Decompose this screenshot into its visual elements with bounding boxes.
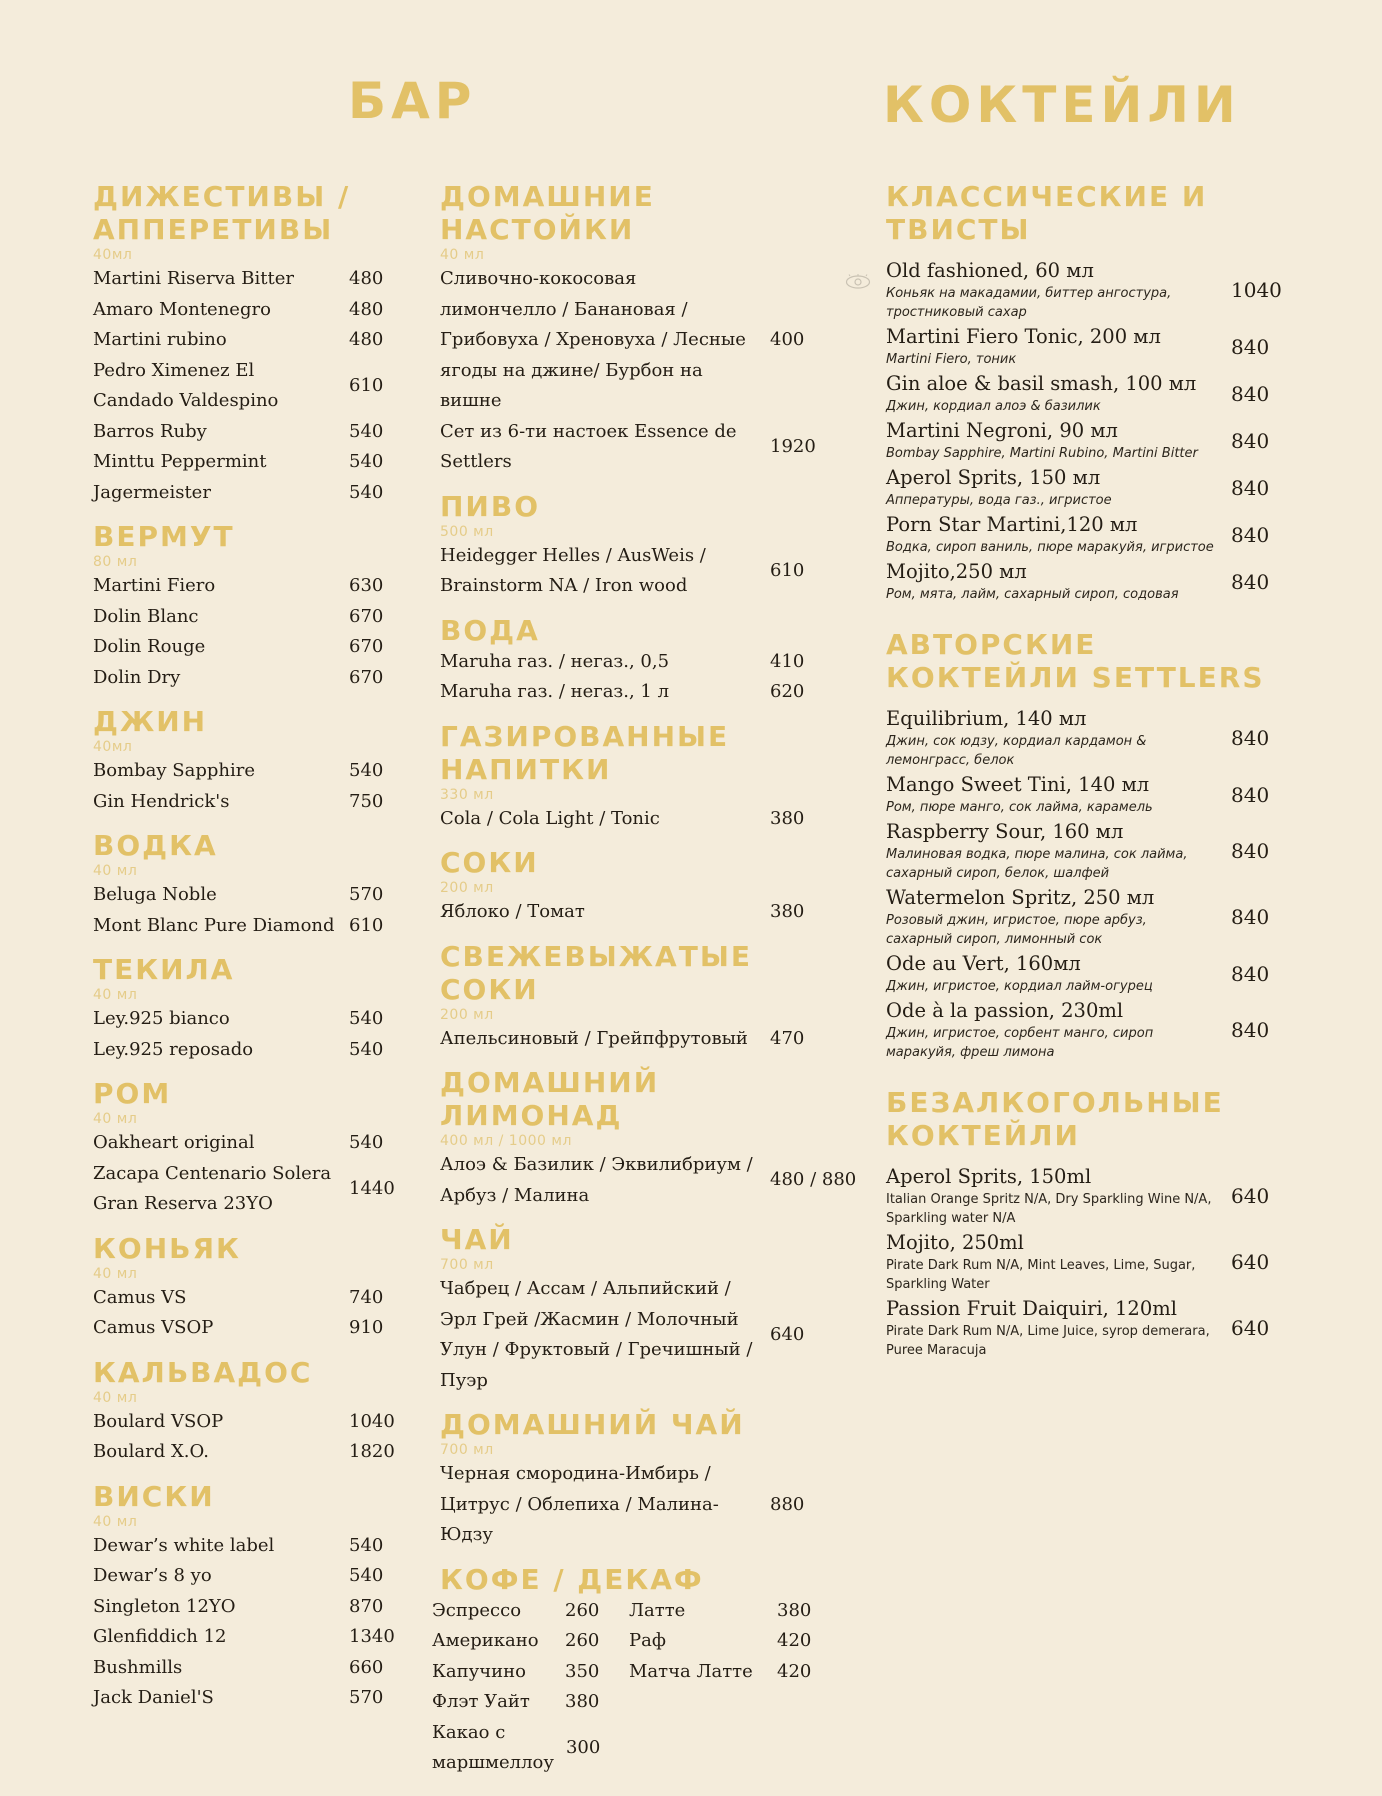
- menu-item: [440, 804, 830, 835]
- item-name: Barros Ruby: [93, 420, 207, 442]
- section-title: ЧАЙ: [440, 1223, 514, 1256]
- item-price: 540: [349, 1534, 384, 1556]
- section-title: СОКИ: [440, 846, 539, 879]
- cocktail-description: Pirate Dark Rum N/A, Mint Leaves, Lime, Sugar, Sparkling Water: [886, 1258, 1196, 1292]
- item-name: Матча Латте: [629, 1660, 753, 1682]
- cocktail-price: 640: [1231, 1316, 1270, 1340]
- item-name: Dolin Dry: [93, 666, 181, 688]
- cocktail-description: Джин, кордиал алоэ & базилик: [886, 399, 1101, 414]
- menu-item: [93, 325, 393, 356]
- item-name: Капучино: [432, 1660, 526, 1682]
- section-volume: 40 мл: [440, 247, 485, 263]
- coffee-section: [432, 1562, 830, 1779]
- cocktail-description: Малиновая водка, пюре малина, сок лайма, сахарный сироп, белок, шалфей: [886, 847, 1188, 881]
- section-volume: 40 мл: [93, 987, 138, 1003]
- cocktail-description: Джин, игристое, сорбент манго, сироп маракуйя, фреш лимона: [886, 1026, 1154, 1060]
- item-price: 540: [349, 451, 384, 472]
- menu-item: [93, 1683, 393, 1714]
- section-title: ДОМАШНИЙ ЧАЙ: [440, 1408, 745, 1441]
- menu-item: [440, 897, 830, 928]
- menu-item: [440, 264, 830, 417]
- menu-section: [93, 180, 393, 508]
- cocktail-text: [886, 998, 1231, 1062]
- item-price: 480: [349, 298, 384, 320]
- menu-item: [93, 1407, 393, 1438]
- menu-item: [93, 478, 393, 509]
- item-price: 570: [349, 1687, 384, 1708]
- item-price: 540: [349, 481, 384, 503]
- cocktail-item: [886, 465, 1286, 510]
- menu-section: [440, 490, 830, 602]
- item-price: 540: [349, 1008, 384, 1029]
- section-volume: 40 мл: [93, 1389, 138, 1406]
- cocktail-item: [886, 772, 1286, 817]
- section-title: ВОДА: [440, 613, 540, 647]
- cocktail-price: 840: [1231, 905, 1270, 929]
- item-price: 260: [565, 1599, 600, 1621]
- cocktails-column: [886, 180, 1286, 1384]
- item-name: Апельсиновый / Грейпфрутовый: [440, 1027, 748, 1049]
- item-price: 1440: [349, 1177, 395, 1199]
- cocktail-name: Mojito, 250ml: [886, 1231, 1024, 1254]
- menu-section: [440, 940, 830, 1055]
- item-price: 380: [777, 1599, 812, 1621]
- cocktail-name: Ode au Vert, 160мл: [886, 952, 1081, 975]
- item-price: 400: [770, 329, 805, 350]
- menu-item: [440, 1274, 830, 1396]
- menu-section: [440, 614, 830, 708]
- section-volume: 40мл: [93, 739, 133, 755]
- menu-item: [93, 632, 393, 663]
- menu-section: [93, 1232, 393, 1344]
- cocktail-price: 840: [1231, 961, 1270, 986]
- item-price: 630: [349, 575, 384, 596]
- item-price: 610: [349, 914, 384, 936]
- section-title: СВЕЖЕВЫЖАТЫЕ СОКИ: [440, 939, 752, 1006]
- item-name: Beluga Noble: [93, 884, 217, 905]
- item-name: Алоэ & Базилик / Эквилибриум / Арбуз / Малина: [440, 1154, 753, 1206]
- cocktail-description: Розовый джин, игристое, пюре арбуз, сахарный сироп, лимонный сок: [886, 913, 1147, 947]
- menu-section: [93, 1480, 393, 1714]
- section-volume: 400 мл / 1000 мл: [440, 1133, 572, 1149]
- item-name: Minttu Peppermint: [93, 451, 267, 472]
- cocktail-name: Mango Sweet Tini, 140 мл: [886, 773, 1150, 796]
- item-price: 350: [565, 1660, 600, 1682]
- section-volume: 700 мл: [440, 1442, 494, 1458]
- cocktail-name: Porn Star Martini,120 мл: [886, 513, 1138, 536]
- item-price: 1820: [349, 1441, 395, 1462]
- cocktail-name: Aperol Sprits, 150ml: [886, 1165, 1092, 1188]
- cocktail-description: Джин, игристое, кордиал лайм-огурец: [886, 979, 1153, 994]
- cocktail-name: Aperol Sprits, 150 мл: [886, 466, 1101, 489]
- menu-item: [93, 1561, 393, 1592]
- item-price: 1340: [349, 1626, 395, 1647]
- section-volume: 40 мл: [93, 1111, 138, 1127]
- section-title: АВТОРСКИЕ КОКТЕЙЛИ SETTLERS: [886, 628, 1265, 694]
- cocktail-description: Bombay Sapphire, Martini Rubino, Martini Bitter: [886, 446, 1198, 461]
- cocktail-item: [886, 512, 1286, 557]
- menu-item: [432, 1687, 607, 1718]
- cocktail-price: 840: [1231, 726, 1270, 750]
- cocktail-name: Equilibrium, 140 мл: [886, 707, 1087, 730]
- item-name: Boulard X.O.: [93, 1441, 209, 1462]
- section-title: ДОМАШНИЕ НАСТОЙКИ: [440, 180, 655, 246]
- section-title: ДОМАШНИЙ ЛИМОНАД: [440, 1066, 660, 1132]
- section-volume: 40 мл: [93, 863, 138, 879]
- item-price: 260: [565, 1630, 600, 1651]
- item-price: 410: [770, 650, 805, 672]
- cocktail-text: [886, 258, 1231, 322]
- section-title: БЕЗАЛКОГОЛЬНЫЕ КОКТЕЙЛИ: [886, 1086, 1224, 1152]
- section-volume: 40 мл: [93, 1513, 138, 1530]
- cocktail-name: Martini Negroni, 90 мл: [886, 419, 1118, 442]
- cocktail-item: [886, 706, 1286, 770]
- menu-item: [440, 1150, 857, 1211]
- item-name: Dewar’s white label: [93, 1534, 275, 1556]
- menu-item: [93, 1531, 393, 1562]
- cocktail-item: [886, 418, 1286, 463]
- cocktail-description: Коньяк на макадамии, биттер ангостура, тростниковый сахар: [886, 286, 1172, 320]
- item-name: Boulard VSOP: [93, 1410, 224, 1432]
- cocktail-price: 840: [1231, 381, 1270, 406]
- menu-item: [440, 677, 830, 708]
- section-title: КОНЬЯК: [93, 1231, 241, 1265]
- cocktail-item: [886, 559, 1286, 604]
- item-name: Martini Riserva Bitter: [93, 268, 294, 289]
- menu-section: [93, 520, 393, 693]
- item-name: Раф: [629, 1630, 666, 1651]
- menu-item: [629, 1596, 819, 1627]
- menu-item: [93, 663, 393, 694]
- cocktail-price: 840: [1231, 334, 1270, 359]
- item-name: Glenfiddich 12: [93, 1626, 227, 1647]
- item-price: 870: [349, 1595, 384, 1617]
- menu-item: [93, 1283, 393, 1314]
- cocktail-item: [886, 885, 1286, 949]
- section-title: ТЕКИЛА: [93, 953, 235, 986]
- menu-item: [93, 295, 393, 326]
- section-title: КОФЕ / ДЕКАФ: [440, 1562, 704, 1596]
- item-price: 610: [770, 559, 805, 581]
- menu-item: [93, 1128, 393, 1159]
- section-title: ПИВО: [440, 489, 541, 523]
- section-volume: 80 мл: [93, 554, 138, 570]
- item-name: Ley.925 bianco: [93, 1008, 230, 1029]
- cocktail-name: Gin aloe & basil smash, 100 мл: [886, 372, 1197, 395]
- item-price: 740: [349, 1286, 384, 1308]
- item-name: Mont Blanc Pure Diamond: [93, 914, 335, 936]
- item-name: Cola / Cola Light / Tonic: [440, 807, 660, 829]
- cocktail-text: [886, 1230, 1231, 1294]
- item-name: Oakheart original: [93, 1132, 255, 1153]
- item-price: 1040: [349, 1410, 395, 1432]
- menu-section: [440, 846, 830, 928]
- item-price: 480: [349, 268, 384, 289]
- menu-item: [440, 1024, 830, 1055]
- item-price: 540: [349, 1038, 384, 1060]
- menu-item: [93, 571, 393, 602]
- item-name: Maruha газ. / негаз., 0,5: [440, 650, 670, 672]
- cocktail-description: Джин, сок юдзу, кордиал кардамон & лемонграсс, белок: [886, 734, 1147, 768]
- bar-column-2: [432, 180, 857, 1791]
- cocktail-price: 840: [1231, 522, 1270, 547]
- item-price: 380: [770, 807, 805, 829]
- item-name: Singleton 12YO: [93, 1595, 236, 1617]
- cocktail-description: Водка, сироп ваниль, пюре маракуйя, игристое: [886, 540, 1214, 555]
- section-title: РОМ: [93, 1077, 172, 1110]
- menu-item: [93, 1437, 393, 1468]
- item-name: Эспрессо: [432, 1599, 522, 1621]
- item-price: 670: [349, 605, 384, 627]
- menu-section: [93, 953, 393, 1065]
- item-name: Dolin Blanc: [93, 605, 199, 627]
- cocktail-text: [886, 706, 1231, 770]
- menu-item: [432, 1718, 607, 1779]
- item-name: Camus VS: [93, 1286, 187, 1308]
- cocktail-item: [886, 1296, 1286, 1360]
- item-price: 470: [770, 1027, 805, 1049]
- cocktail-text: [886, 559, 1231, 604]
- item-name: Какао с маршмеллоу: [432, 1721, 554, 1773]
- cocktail-text: [886, 324, 1231, 369]
- cocktail-price: 1040: [1231, 278, 1282, 302]
- item-price: 620: [770, 681, 805, 702]
- item-price: 910: [349, 1317, 384, 1338]
- item-name: Bombay Sapphire: [93, 760, 255, 781]
- section-volume: 500 мл: [440, 523, 494, 540]
- cocktail-description: Ром, пюре манго, сок лайма, карамель: [886, 800, 1153, 815]
- section-title: ВОДКА: [93, 829, 218, 862]
- item-price: 610: [349, 374, 384, 396]
- item-price: 670: [349, 666, 384, 688]
- cocktail-description: Martini Fiero, тоник: [886, 352, 1017, 367]
- eye-icon: [845, 274, 871, 290]
- menu-item: [93, 264, 393, 295]
- menu-item: [93, 787, 393, 818]
- item-name: Американо: [432, 1630, 539, 1651]
- item-name: Jagermeister: [93, 481, 211, 503]
- cocktail-text: [886, 819, 1231, 883]
- item-name: Латте: [629, 1599, 686, 1621]
- section-title: ВИСКИ: [93, 1479, 215, 1513]
- cocktail-price: 840: [1231, 839, 1270, 863]
- cocktail-name: Passion Fruit Daiquiri, 120ml: [886, 1297, 1177, 1320]
- cocktail-text: [886, 951, 1231, 996]
- item-name: Zacapa Centenario Solera Gran Reserva 23YO: [93, 1162, 332, 1214]
- item-name: Dewar’s 8 yo: [93, 1565, 212, 1586]
- cocktail-text: [886, 885, 1231, 949]
- item-name: Heidegger Helles / AusWeis / Brainstorm NA / Iron wood: [440, 544, 706, 596]
- cocktail-description: Italian Orange Spritz N/A, Dry Sparkling Wine N/A, Sparkling water N/A: [886, 1192, 1212, 1226]
- menu-item: [93, 1035, 393, 1066]
- menu-item: [93, 356, 393, 417]
- menu-section: [93, 1077, 393, 1220]
- cocktail-text: [886, 371, 1231, 416]
- section-volume: 700 мл: [440, 1257, 494, 1273]
- cocktail-text: [886, 1164, 1231, 1228]
- cocktail-section: [886, 628, 1286, 1062]
- cocktails-title: КОКТЕЙЛИ: [883, 76, 1241, 134]
- cocktail-item: [886, 819, 1286, 883]
- menu-item: [93, 1653, 393, 1684]
- menu-section: [440, 1223, 830, 1396]
- cocktail-text: [886, 1296, 1231, 1360]
- cocktail-name: Watermelon Spritz, 250 мл: [886, 886, 1155, 909]
- cocktail-item: [886, 258, 1286, 322]
- menu-item: [93, 1004, 393, 1035]
- item-name: Pedro Ximenez El Candado Valdespino: [93, 359, 279, 411]
- item-price: 660: [349, 1656, 384, 1678]
- item-name: Чабрец / Ассам / Альпийский / Эрл Грей /Жасмин / Молочный Улун / Фруктовый / Гречишный / Пуэр: [440, 1278, 753, 1391]
- menu-item: [440, 647, 830, 678]
- item-name: Dolin Rouge: [93, 636, 206, 657]
- cocktail-name: Old fashioned, 60 мл: [886, 259, 1094, 282]
- item-name: Bushmills: [93, 1656, 183, 1678]
- item-name: Martini Fiero: [93, 575, 216, 596]
- menu-item: [432, 1626, 607, 1657]
- menu-section: [440, 1066, 857, 1211]
- item-name: Сливочно-кокосовая лимончелло / Банановая / Грибовуха / Хреновуха / Лесные ягоды на джине/ Бурбон на вишне: [440, 268, 746, 411]
- item-price: 570: [349, 884, 384, 905]
- cocktail-price: 640: [1231, 1184, 1270, 1208]
- section-volume: 330 мл: [440, 786, 494, 803]
- item-name: Сет из 6-ти настоек Essence de Settlers: [440, 420, 737, 472]
- section-volume: 40 мл: [93, 1265, 138, 1282]
- menu-item: [93, 911, 393, 942]
- cocktail-text: [886, 465, 1231, 510]
- item-name: Флэт Уайт: [432, 1691, 530, 1712]
- item-name: Maruha газ. / негаз., 1 л: [440, 681, 670, 702]
- item-price: 880: [770, 1493, 805, 1515]
- section-volume: 40мл: [93, 247, 133, 263]
- menu-item: [93, 756, 393, 787]
- menu-section: [440, 1408, 830, 1551]
- item-name: Camus VSOP: [93, 1317, 214, 1338]
- menu-item: [93, 1592, 393, 1623]
- cocktail-section: [886, 180, 1286, 604]
- menu-item: [93, 417, 393, 448]
- menu-section: [93, 1356, 393, 1468]
- menu-item: [93, 602, 393, 633]
- cocktail-text: [886, 512, 1231, 557]
- cocktail-price: 840: [1231, 1018, 1270, 1042]
- menu-item: [93, 1159, 393, 1220]
- item-price: 420: [777, 1660, 812, 1682]
- menu-item: [432, 1596, 607, 1627]
- cocktail-item: [886, 951, 1286, 996]
- cocktail-item: [886, 1164, 1286, 1228]
- item-price: 300: [565, 1736, 601, 1758]
- item-price: 380: [565, 1691, 600, 1712]
- cocktail-price: 840: [1231, 782, 1270, 807]
- cocktail-price: 840: [1231, 428, 1270, 453]
- cocktail-name: Ode à la passion, 230ml: [886, 999, 1124, 1022]
- cocktail-price: 640: [1231, 1250, 1270, 1274]
- item-price: 670: [349, 636, 384, 657]
- item-price: 540: [349, 420, 384, 442]
- item-price: 480 / 880: [770, 1169, 857, 1191]
- cocktail-text: [886, 418, 1231, 463]
- cocktail-text: [886, 772, 1231, 817]
- menu-item: [432, 1657, 607, 1688]
- menu-section: [440, 720, 830, 835]
- cocktail-section: [886, 1086, 1286, 1360]
- item-price: 420: [777, 1630, 812, 1651]
- item-price: 540: [349, 1565, 384, 1586]
- cocktail-name: Martini Fiero Tonic, 200 мл: [886, 325, 1161, 348]
- menu-item: [440, 541, 830, 602]
- section-title: КЛАССИЧЕСКИЕ И ТВИСТЫ: [886, 180, 1208, 246]
- item-price: 750: [349, 790, 384, 812]
- item-name: Яблоко / Томат: [440, 901, 585, 922]
- cocktail-description: Ром, мята, лайм, сахарный сироп, содовая: [886, 587, 1179, 602]
- menu-section: [93, 705, 393, 817]
- menu-item: [629, 1626, 819, 1657]
- item-name: Jack Daniel'S: [93, 1687, 214, 1708]
- cocktail-description: Pirate Dark Rum N/A, Lime Juice, syrop demerara, Puree Maracuja: [886, 1324, 1210, 1358]
- menu-item: [440, 1459, 830, 1551]
- cocktail-item: [886, 371, 1286, 416]
- cocktail-name: Mojito,250 мл: [886, 560, 1027, 583]
- item-name: Gin Hendrick's: [93, 790, 230, 812]
- cocktail-item: [886, 1230, 1286, 1294]
- menu-item: [93, 1622, 393, 1653]
- bar-column-1: [93, 180, 393, 1726]
- cocktail-price: 840: [1231, 475, 1270, 500]
- menu-section: [93, 829, 393, 941]
- menu-item: [629, 1657, 819, 1688]
- section-volume: 200 мл: [440, 880, 494, 896]
- cocktail-item: [886, 324, 1286, 369]
- item-name: Черная смородина-Имбирь / Цитрус / Облепиха / Малина-Юдзу: [440, 1463, 719, 1545]
- bar-title: БАР: [348, 72, 477, 130]
- section-volume: 200 мл: [440, 1006, 494, 1023]
- item-price: 640: [770, 1323, 805, 1345]
- item-name: Amaro Montenegro: [93, 298, 271, 320]
- section-title: КАЛЬВАДОС: [93, 1355, 313, 1389]
- item-name: Ley.925 reposado: [93, 1038, 254, 1060]
- cocktail-price: 840: [1231, 569, 1270, 594]
- coffee-list: [432, 1596, 830, 1779]
- item-price: 380: [770, 901, 805, 922]
- section-title: ДИЖЕСТИВЫ / АППЕРЕТИВЫ: [93, 180, 351, 246]
- menu-item: [93, 1313, 393, 1344]
- cocktail-item: [886, 998, 1286, 1062]
- item-price: 540: [349, 760, 384, 781]
- cocktail-name: Raspberry Sour, 160 мл: [886, 820, 1124, 843]
- section-title: ДЖИН: [93, 705, 208, 738]
- item-name: Martini rubino: [93, 329, 227, 350]
- menu-section: [440, 180, 830, 478]
- menu-item: [93, 880, 393, 911]
- item-price: 1920: [770, 435, 816, 457]
- cocktail-description: Аппературы, вода газ., игристое: [886, 493, 1112, 508]
- section-title: ВЕРМУТ: [93, 520, 235, 553]
- menu-item: [440, 417, 830, 478]
- item-price: 540: [349, 1132, 384, 1153]
- section-title: ГАЗИРОВАННЫЕ НАПИТКИ: [440, 719, 730, 786]
- menu-item: [93, 447, 393, 478]
- item-price: 480: [349, 329, 384, 350]
